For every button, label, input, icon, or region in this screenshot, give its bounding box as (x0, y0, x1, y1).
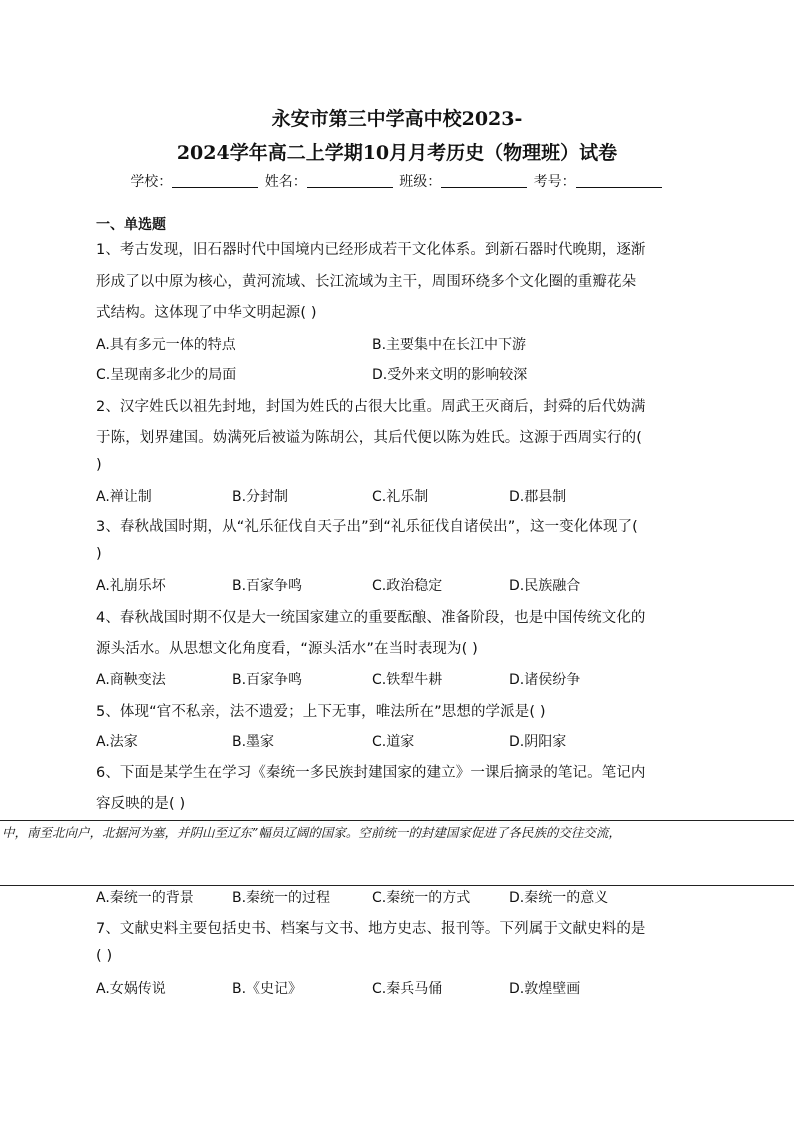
section-title: 一、单选题 (96, 217, 166, 233)
question-5-option-b[interactable]: B.墨家 (232, 734, 275, 750)
question-1-line-1: 1、考古发现，旧石器时代中国境内已经形成若干文化体系。到新石器时代晚期，逐渐 (96, 242, 646, 258)
question-5-option-d[interactable]: D.阴阳家 (509, 734, 567, 750)
question-2-option-a[interactable]: A.禅让制 (96, 489, 152, 505)
question-6-option-b[interactable]: B.秦统一的过程 (232, 890, 331, 906)
question-7-option-b[interactable]: B.《史记》 (232, 981, 303, 997)
question-3-option-c[interactable]: C.政治稳定 (372, 578, 443, 594)
question-1-line-3: 式结构。这体现了中华文明起源( ) (96, 305, 317, 321)
exam-no-blank[interactable] (576, 173, 662, 188)
question-1-option-a[interactable]: A.具有多元一体的特点 (96, 337, 236, 353)
class-blank[interactable] (441, 173, 527, 188)
question-1-option-b[interactable]: B.主要集中在长江中下游 (372, 337, 527, 353)
school-blank[interactable] (172, 173, 258, 188)
question-4-option-d[interactable]: D.诸侯纷争 (509, 672, 581, 688)
question-2-option-d[interactable]: D.郡县制 (509, 489, 567, 505)
question-2-option-b[interactable]: B.分封制 (232, 489, 289, 505)
question-5-line-1: 5、体现“官不私亲，法不遗爱；上下无事，唯法所在”思想的学派是( ) (96, 704, 546, 720)
question-1-line-2: 形成了以中原为核心，黄河流域、长江流域为主干，周围环绕多个文化圈的重瓣花朵 (96, 274, 637, 290)
question-6-option-c[interactable]: C.秦统一的方式 (372, 890, 471, 906)
question-3-line-2: ) (96, 546, 102, 562)
question-6-line-1: 6、下面是某学生在学习《秦统一多民族封建国家的建立》一课后摘录的笔记。笔记内 (96, 765, 646, 781)
question-2-line-3: ) (96, 457, 102, 473)
question-2-line-1: 2、汉字姓氏以祖先封地，封国为姓氏的占很大比重。周武王灭商后，封舜的后代妫满 (96, 399, 646, 415)
question-6-option-d[interactable]: D.秦统一的意义 (509, 890, 609, 906)
exam-title-line2: 2024学年高二上学期10月月考历史（物理班）试卷 (176, 142, 618, 164)
question-4-option-a[interactable]: A.商鞅变法 (96, 672, 166, 688)
question-6-line-2: 容反映的是( ) (96, 796, 186, 812)
question-3-option-b[interactable]: B.百家争鸣 (232, 578, 303, 594)
question-2-line-2: 于陈，划界建国。妫满死后被谥为陈胡公，其后代便以陈为姓氏。这源于西周实行的( (96, 430, 642, 446)
name-label: 姓名： (264, 174, 307, 190)
question-4-option-c[interactable]: C.铁犁牛耕 (372, 672, 443, 688)
question-1-option-c[interactable]: C.呈现南多北少的局面 (96, 367, 237, 383)
notes-box-text: 中，南至北向户，北据河为塞，并阴山至辽东”幅员辽阔的国家。空前统一的封建国家促进了各民族的交往交流， (2, 825, 621, 840)
question-3-option-a[interactable]: A.礼崩乐坏 (96, 578, 166, 594)
exam-title-line1: 永安市第三中学高中校2023- (271, 108, 523, 130)
question-5-option-a[interactable]: A.法家 (96, 734, 138, 750)
question-6-option-a[interactable]: A.秦统一的背景 (96, 890, 194, 906)
question-2-option-c[interactable]: C.礼乐制 (372, 489, 429, 505)
question-5-option-c[interactable]: C.道家 (372, 734, 415, 750)
question-3-line-1: 3、春秋战国时期，从“礼乐征伐自天子出”到“礼乐征伐自诸侯出”，这一变化体现了( (96, 519, 638, 535)
question-7-line-2: ( ) (96, 948, 113, 964)
question-4-line-2: 源头活水。从思想文化角度看，“源头活水”在当时表现为( ) (96, 641, 478, 657)
name-blank[interactable] (307, 173, 393, 188)
class-label: 班级： (399, 174, 442, 190)
notes-box (0, 820, 794, 886)
student-info-row (0, 171, 794, 191)
question-7-option-d[interactable]: D.敦煌壁画 (509, 981, 581, 997)
question-4-option-b[interactable]: B.百家争鸣 (232, 672, 303, 688)
question-3-option-d[interactable]: D.民族融合 (509, 578, 581, 594)
question-7-line-1: 7、文献史料主要包括史书、档案与文书、地方史志、报刊等。下列属于文献史料的是 (96, 921, 646, 937)
question-7-option-c[interactable]: C.秦兵马俑 (372, 981, 443, 997)
question-7-option-a[interactable]: A.女娲传说 (96, 981, 166, 997)
question-1-option-d[interactable]: D.受外来文明的影响较深 (372, 367, 528, 383)
question-4-line-1: 4、春秋战国时期不仅是大一统国家建立的重要酝酿、准备阶段，也是中国传统文化的 (96, 610, 646, 626)
school-label: 学校： (130, 174, 173, 190)
exam-no-label: 考号： (533, 174, 576, 190)
